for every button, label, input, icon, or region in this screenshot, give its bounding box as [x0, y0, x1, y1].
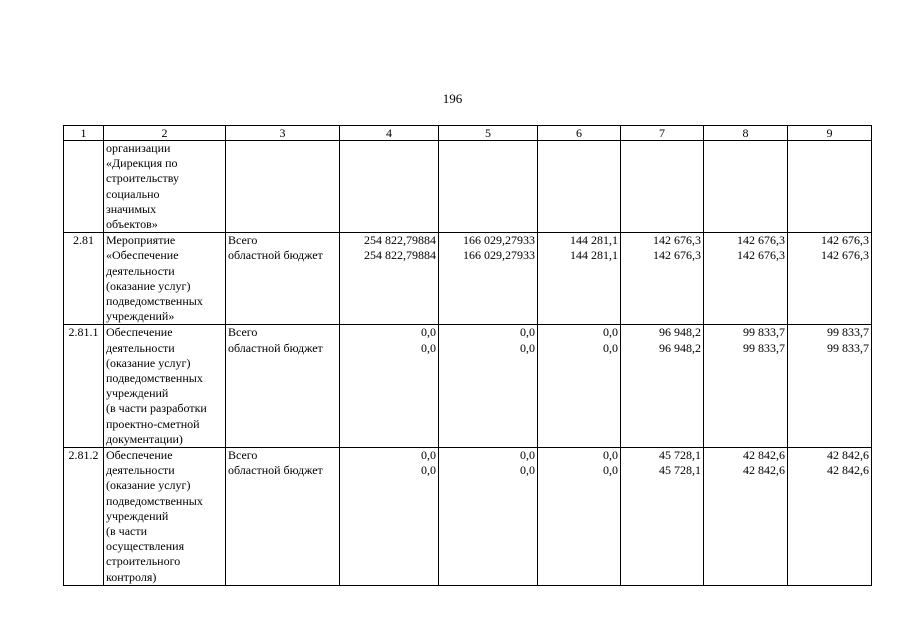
value-cell: 99 833,7 99 833,7	[788, 325, 872, 448]
table-row	[64, 141, 872, 233]
table-row	[64, 325, 872, 448]
page-number: 196	[442, 91, 463, 106]
value-cell	[621, 141, 704, 233]
header-cell: 9	[788, 126, 872, 141]
source-regional: областной бюджет	[228, 340, 323, 355]
row-code: 2.81.1	[64, 325, 104, 448]
row-name: Обеспечение деятельности (оказание услуг) подведомственных учреждений (в части разработки проектно-сметной документации)	[104, 325, 226, 448]
header-cell: 6	[538, 126, 621, 141]
value-cell: 99 833,7 99 833,7	[704, 325, 788, 448]
value-cell: 45 728,1 45 728,1	[621, 448, 704, 586]
value-cell: 96 948,2 96 948,2	[621, 325, 704, 448]
value-cell: 166 029,27933 166 029,27933	[439, 233, 538, 325]
header-row	[64, 126, 872, 141]
row-code	[64, 141, 104, 233]
source-total: Всего	[228, 448, 258, 463]
value-cell: 0,0 0,0	[340, 448, 439, 586]
source-regional: областной бюджет	[228, 463, 323, 478]
value-cell: 142 676,3 142 676,3	[788, 233, 872, 325]
value-cell	[439, 141, 538, 233]
value-cell: 0,0 0,0	[538, 325, 621, 448]
value-cell: 0,0 0,0	[439, 448, 538, 586]
value-cell: 144 281,1 144 281,1	[538, 233, 621, 325]
row-source	[226, 325, 340, 448]
value-cell	[538, 141, 621, 233]
header-cell: 1	[64, 126, 104, 141]
header-cell: 5	[439, 126, 538, 141]
table-row	[64, 233, 872, 325]
value-cell: 0,0 0,0	[340, 325, 439, 448]
row-name: Мероприятие «Обеспечение деятельности (оказание услуг) подведомственных учреждений»	[104, 233, 226, 325]
header-cell: 8	[704, 126, 788, 141]
row-source	[226, 233, 340, 325]
value-cell: 0,0 0,0	[538, 448, 621, 586]
row-source	[226, 141, 340, 233]
header-cell: 7	[621, 126, 704, 141]
budget-table	[63, 125, 872, 586]
row-code: 2.81	[64, 233, 104, 325]
table-row	[64, 448, 872, 586]
value-cell	[704, 141, 788, 233]
row-source	[226, 448, 340, 586]
source-total: Всего	[228, 325, 258, 340]
source-total: Всего	[228, 233, 258, 248]
value-cell: 42 842,6 42 842,6	[788, 448, 872, 586]
value-cell: 142 676,3 142 676,3	[621, 233, 704, 325]
row-code: 2.81.2	[64, 448, 104, 586]
value-cell: 42 842,6 42 842,6	[704, 448, 788, 586]
value-cell: 0,0 0,0	[439, 325, 538, 448]
value-cell	[788, 141, 872, 233]
header-cell: 4	[340, 126, 439, 141]
value-cell: 254 822,79884 254 822,79884	[340, 233, 439, 325]
header-cell: 2	[104, 126, 226, 141]
row-name: Обеспечение деятельности (оказание услуг) подведомственных учреждений (в части осуществления строительного контроля)	[104, 448, 226, 586]
source-regional: областной бюджет	[228, 248, 323, 263]
value-cell	[340, 141, 439, 233]
header-cell: 3	[226, 126, 340, 141]
value-cell: 142 676,3 142 676,3	[704, 233, 788, 325]
row-name: организации «Дирекция по строительству социально значимых объектов»	[104, 141, 226, 233]
